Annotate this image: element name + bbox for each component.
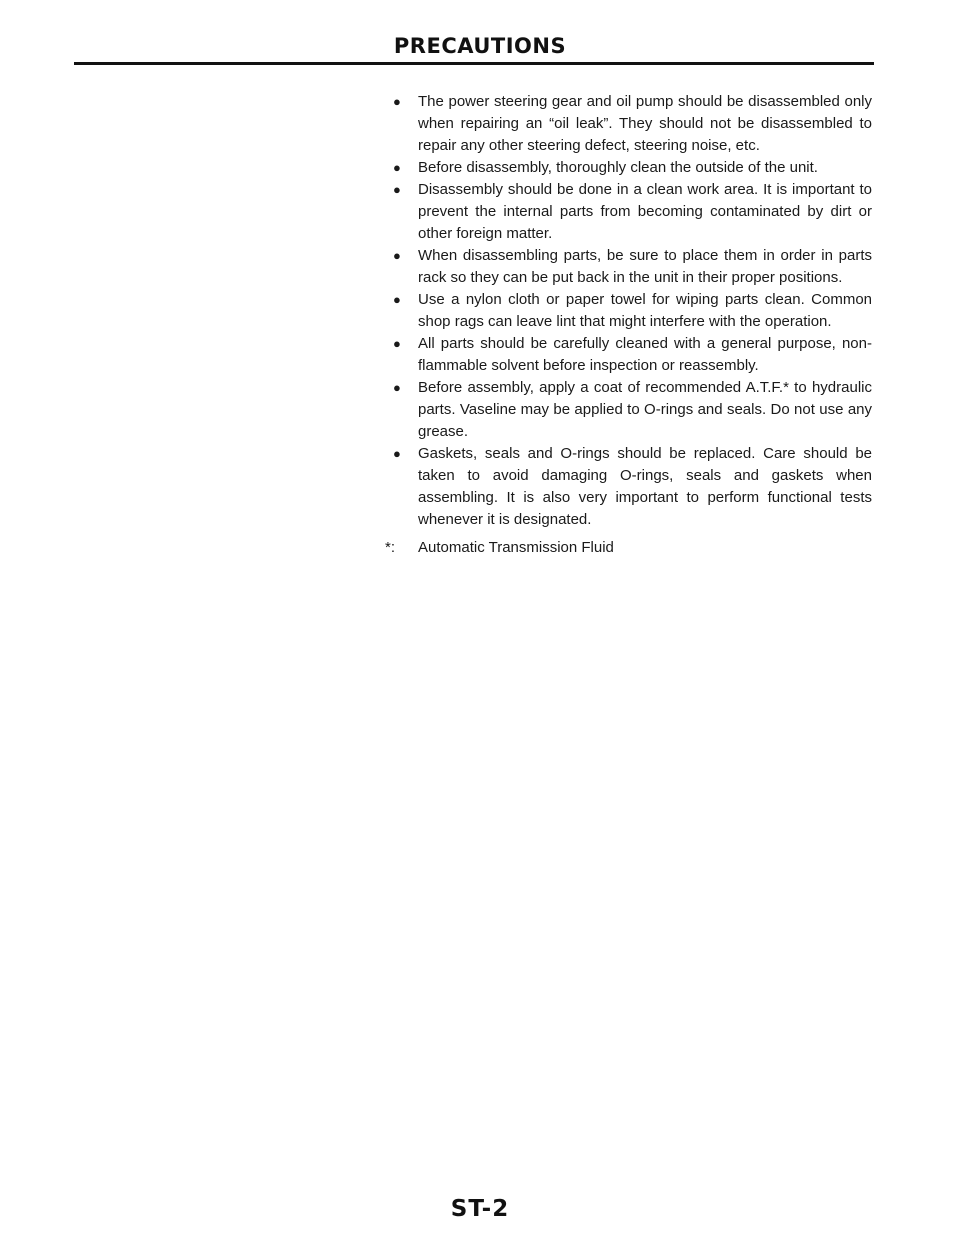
precautions-list: [380, 91, 872, 559]
bullet-icon: ●: [393, 248, 401, 264]
precaution-text: Use a nylon cloth or paper towel for wiping parts clean. Common shop rags can leave lint that might interfere with the operation.: [418, 291, 872, 330]
precaution-text: Before assembly, apply a coat of recommended A.T.F.* to hydraulic parts. Vaseline may be applied to O-rings and seals. Do not use any grease.: [418, 379, 872, 440]
title-divider: [74, 62, 874, 65]
footnote-text: Automatic Transmission Fluid: [418, 539, 614, 557]
bullet-icon: ●: [393, 182, 401, 198]
precaution-item: [380, 157, 872, 179]
bullet-icon: ●: [393, 380, 401, 396]
precaution-text: All parts should be carefully cleaned with a general purpose, non-flammable solvent before inspection or reassembly.: [418, 335, 872, 375]
precaution-item: [380, 333, 872, 377]
precaution-text: The power steering gear and oil pump should be disassembled only when repairing an “oil leak”. They should not be disassembled to repair any other steering defect, steering noise, etc.: [418, 93, 872, 154]
precaution-text: Disassembly should be done in a clean work area. It is important to prevent the internal parts from becoming contaminated by dirt or other foreign matter.: [418, 181, 872, 242]
precaution-item: [380, 91, 872, 156]
precaution-text: Before disassembly, thoroughly clean the outside of the unit.: [418, 158, 818, 176]
page-title: PRECAUTIONS: [393, 34, 567, 58]
precaution-item: [380, 289, 872, 333]
precaution-text: Gaskets, seals and O-rings should be replaced. Care should be taken to avoid damaging O-rings, seals and gaskets when assembling. It is also very important to perform functional tests whenever it is designated.: [418, 445, 872, 528]
precaution-item: [380, 245, 872, 289]
precaution-text: When disassembling parts, be sure to place them in order in parts rack so they can be put back in the unit in their proper positions.: [418, 247, 872, 286]
bullet-icon: ●: [393, 159, 401, 175]
precaution-item: [380, 377, 872, 442]
page-number: ST-2: [450, 1196, 510, 1222]
bullet-icon: ●: [393, 336, 401, 352]
precaution-item: [380, 179, 872, 244]
footnote-mark: *:: [385, 539, 396, 557]
bullet-icon: ●: [393, 446, 401, 462]
bullet-icon: ●: [393, 94, 401, 109]
bullet-icon: ●: [393, 292, 401, 308]
precaution-item: [380, 443, 872, 530]
footnote: [380, 537, 872, 559]
